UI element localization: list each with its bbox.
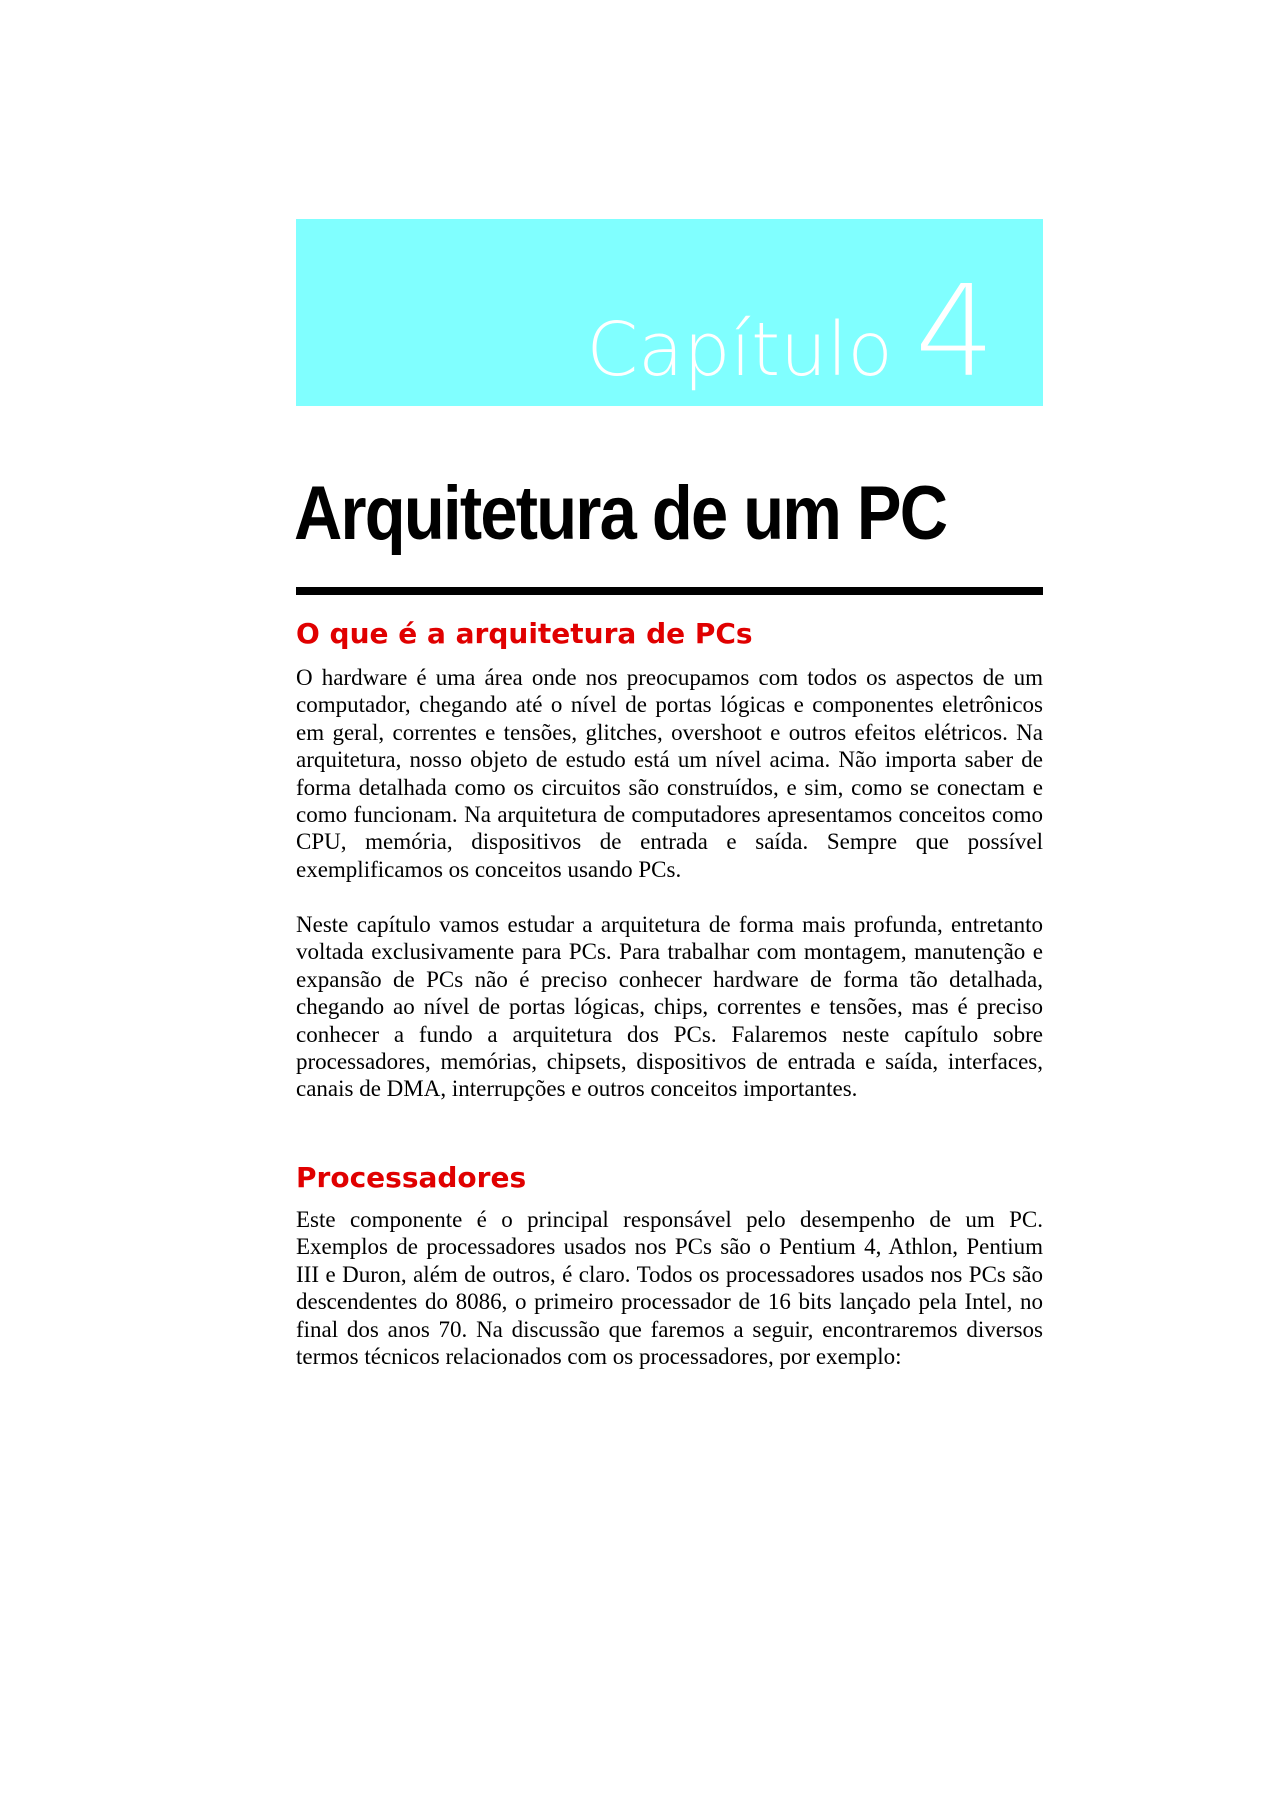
chapter-banner: [296, 219, 1043, 406]
chapter-label: [586, 258, 995, 405]
title-rule: [296, 587, 1043, 595]
page-title: Arquitetura de um PC: [294, 471, 947, 556]
paragraph-architecture-intro: O hardware é uma área onde nos preocupamos com todos os aspectos de um computador, chegando até o nível de portas lógicas e componentes eletrônicos em geral, correntes e tensões, glitches, overshoot e outros efeitos elétricos. Na arquitetura, nosso objeto de estudo está um nível acima. Não importa saber de forma detalhada como os circuitos são construídos, e sim, como se conectam e como funcionam. Na arquitetura de computadores apresentamos conceitos como CPU, memória, dispositivos de entrada e saída. Sempre que possível exemplificamos os conceitos usando PCs.: [296, 665, 1043, 882]
chapter-word: Capítulo: [586, 307, 893, 393]
paragraph-processors: Este componente é o principal responsável pelo desempenho de um PC. Exemplos de processadores usados nos PCs são o Pentium 4, Athlon, Pentium III e Duron, além de outros, é claro. Todos os processadores usados nos PCs são descendentes do 8086, o primeiro processador de 16 bits lançado pela Intel, no final dos anos 70. Na discussão que faremos a seguir, encontraremos diversos termos técnicos relacionados com os processadores, por exemplo:: [296, 1207, 1043, 1370]
chapter-number: 4: [914, 258, 995, 405]
section-heading-processors: Processadores: [296, 1161, 527, 1194]
section-heading-architecture: O que é a arquitetura de PCs: [296, 617, 753, 650]
paragraph-chapter-overview: Neste capítulo vamos estudar a arquitetura de forma mais profunda, entretanto voltada exclusivamente para PCs. Para trabalhar com montagem, manutenção e expansão de PCs não é preciso conhecer hardware de forma tão detalhada, chegando ao nível de portas lógicas, chips, correntes e tensões, mas é preciso conhecer a fundo a arquitetura dos PCs. Falaremos neste capítulo sobre processadores, memórias, chipsets, dispositivos de entrada e saída, interfaces, canais de DMA, interrupções e outros conceitos importantes.: [296, 912, 1043, 1102]
